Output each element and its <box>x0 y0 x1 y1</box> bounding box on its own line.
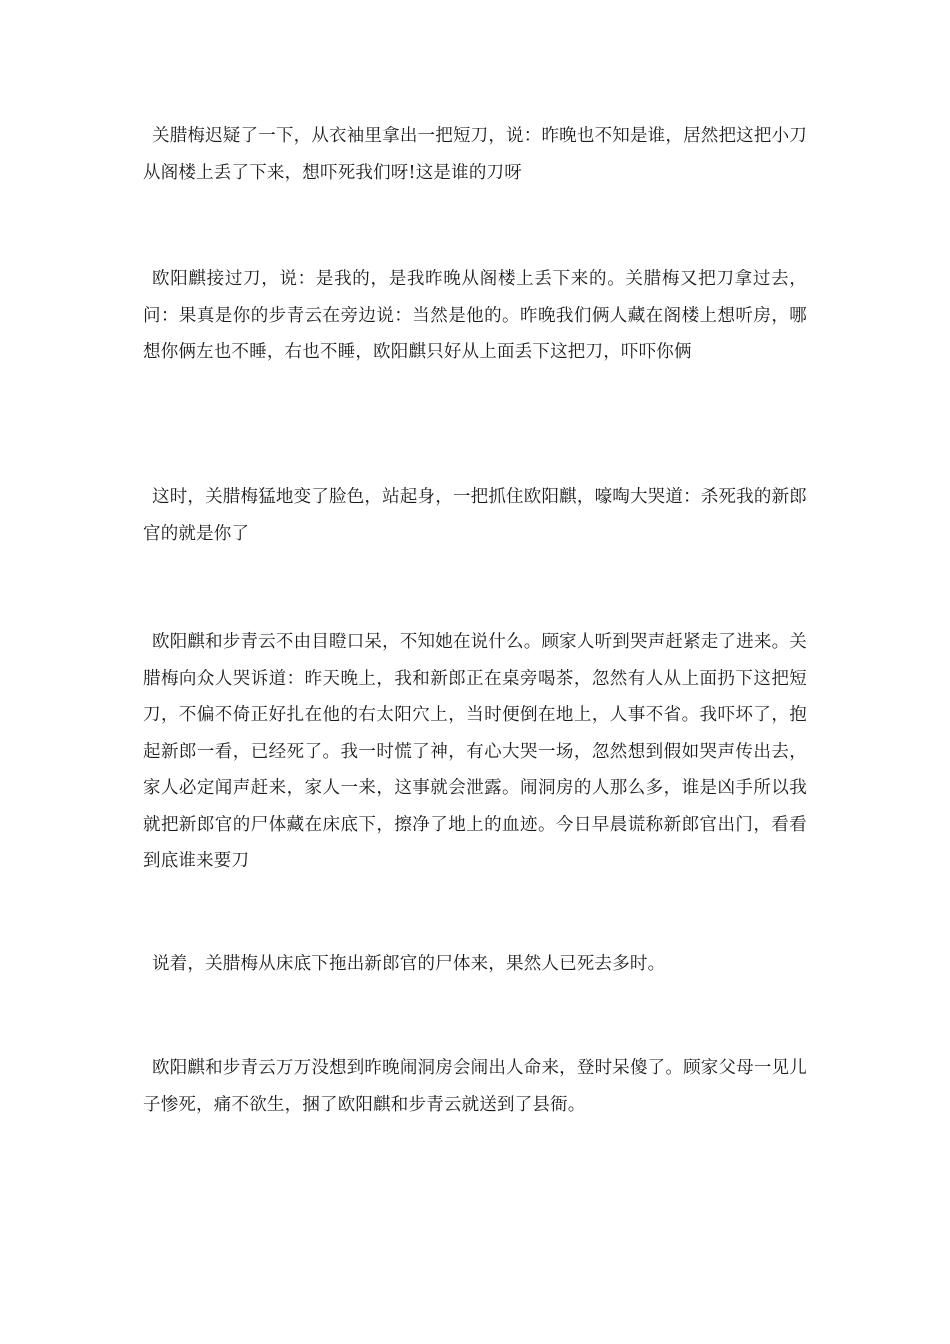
paragraph: 欧阳麒和步青云不由目瞪口呆，不知她在说什么。顾家人听到哭声赶紧走了进来。关腊梅向众人哭诉道：昨天晚上，我和新郎正在桌旁喝茶，忽然有人从上面扔下这把短刀，不偏不倚正好扎在他的右太阳穴上，当时便倒在地上，人事不省。我吓坏了，抱起新郎一看，已经死了。我一时慌了神，有心大哭一场，忽然想到假如哭声传出去，家人必定闻声赶来，家人一来，这事就会泄露。闹洞房的人那么多，谁是凶手所以我就把新郎官的尸体藏在床底下，擦净了地上的血迹。今日早晨谎称新郎官出门，看看到底谁来要刀 <box>143 632 807 871</box>
paragraph: 说着，关腊梅从床底下拖出新郎官的尸体来，果然人已死去多时。 <box>152 954 666 974</box>
paragraph: 欧阳麒和步青云万万没想到昨晚闹洞房会闹出人命来，登时呆傻了。顾家父母一见儿子惨死，痛不欲生，捆了欧阳麒和步青云就送到了县衙。 <box>143 1058 807 1115</box>
paragraph: 这时，关腊梅猛地变了脸色，站起身，一把抓住欧阳麒，嚎啕大哭道：杀死我的新郎官的就是你了 <box>143 487 807 544</box>
paragraph: 关腊梅迟疑了一下，从衣袖里拿出一把短刀，说：昨晚也不知是谁，居然把这把小刀从阁楼上丢了下来，想吓死我们呀!这是谁的刀呀 <box>143 126 807 183</box>
paragraph: 欧阳麒接过刀，说：是我的，是我昨晚从阁楼上丢下来的。关腊梅又把刀拿过去，问：果真是你的步青云在旁边说：当然是他的。昨晚我们俩人藏在阁楼上想听房，哪想你俩左也不睡，右也不睡，欧阳麒只好从上面丢下这把刀，吓吓你俩 <box>143 269 807 362</box>
